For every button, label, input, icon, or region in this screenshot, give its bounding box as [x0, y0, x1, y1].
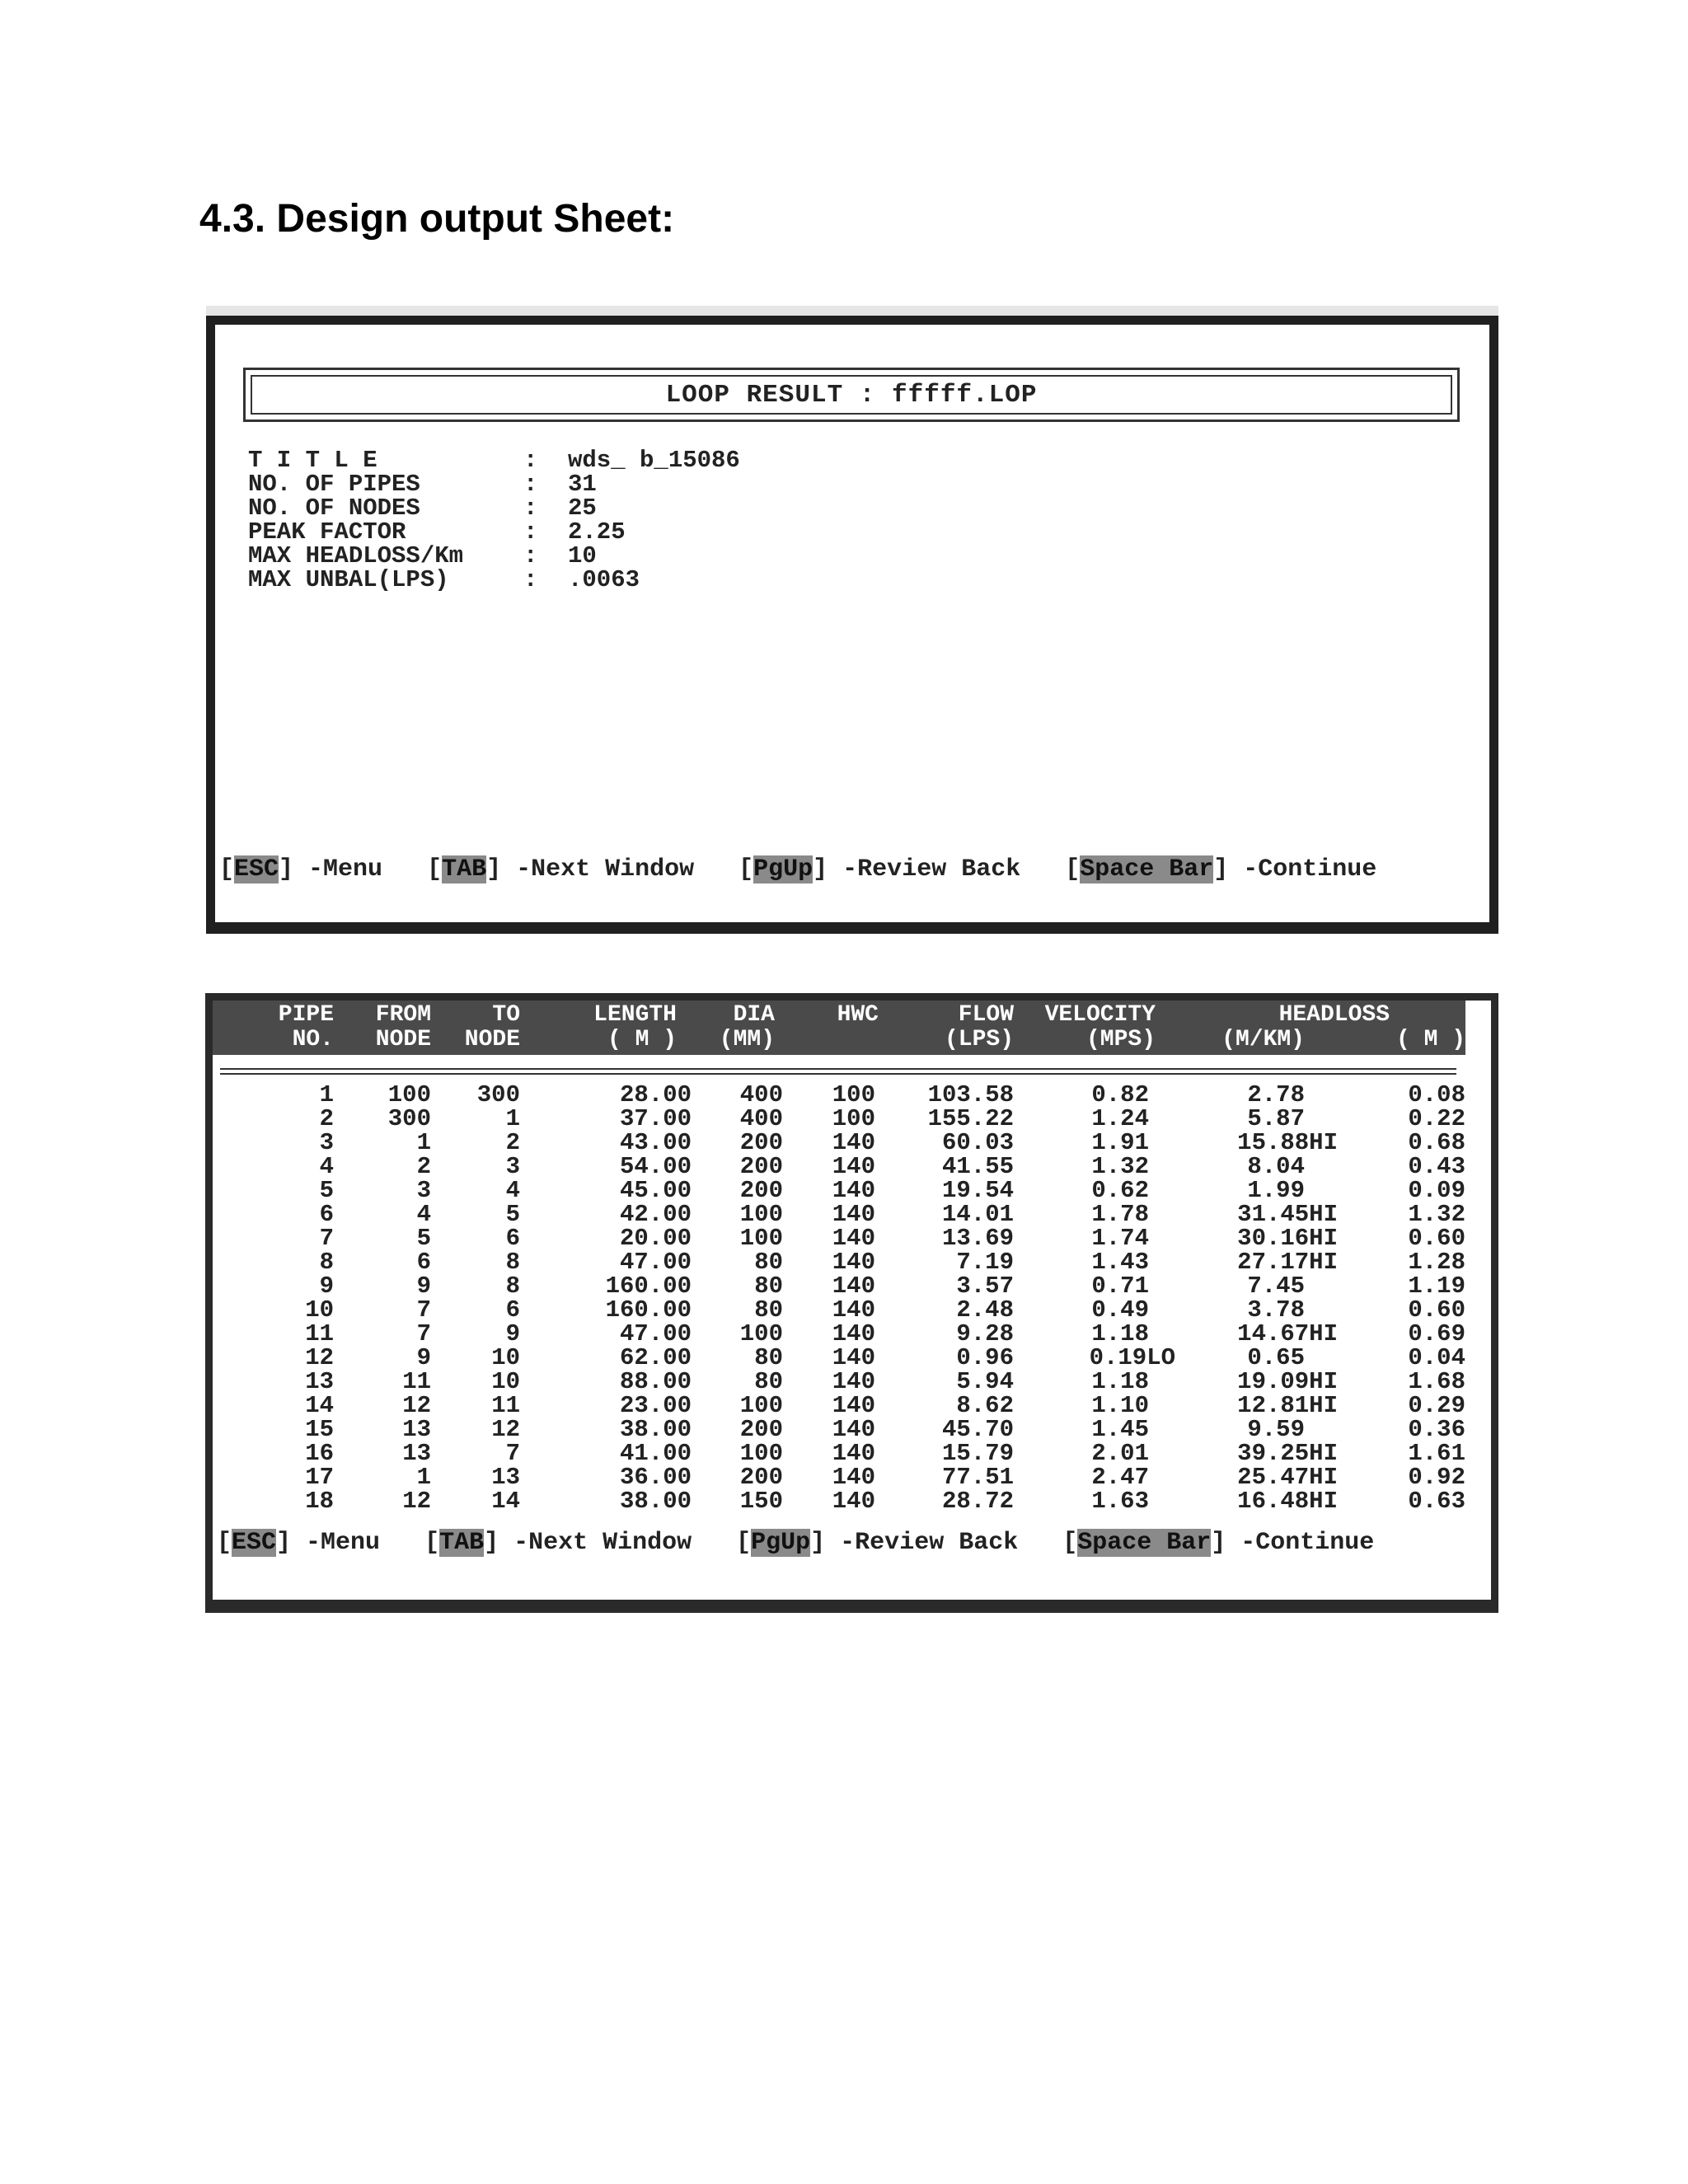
cell-length: 88.00: [619, 1368, 692, 1395]
info-separator: :: [523, 494, 538, 522]
cell-from-node: 4: [416, 1201, 431, 1228]
cell-length: 28.00: [619, 1081, 692, 1108]
cell-dia: 100: [739, 1225, 783, 1252]
esc-key[interactable]: ESC: [234, 855, 279, 883]
header-flow-bottom: (LPS): [944, 1027, 1014, 1052]
cell-flow: 0.96: [956, 1344, 1014, 1371]
space-bar-key[interactable]: Space Bar: [1080, 855, 1214, 883]
cell-to-node: 11: [491, 1392, 520, 1419]
header-divider-top: [220, 1068, 1456, 1070]
cell-velocity: 0.19LO: [1089, 1344, 1175, 1371]
info-separator: :: [523, 542, 538, 569]
info-label: PEAK FACTOR: [248, 518, 406, 546]
table-row: [213, 1250, 1482, 1274]
cell-pipe-no: 6: [319, 1201, 334, 1228]
header-headloss-m-bottom: ( M ): [1395, 1027, 1465, 1052]
cell-flow: 2.48: [956, 1296, 1014, 1324]
cell-hwc: 140: [832, 1296, 875, 1324]
table-row: [213, 1489, 1482, 1513]
cell-headloss-m: 0.43: [1408, 1153, 1465, 1180]
cell-headloss-per-km: 14.67HI: [1237, 1320, 1338, 1347]
table-row: [213, 1179, 1482, 1202]
table-body: [213, 1083, 1482, 1513]
cell-headloss-per-km: 19.09HI: [1237, 1368, 1338, 1395]
cell-velocity: 0.62: [1091, 1177, 1149, 1204]
info-label: T I T L E: [248, 447, 377, 474]
table-row: [213, 1418, 1482, 1441]
cell-from-node: 11: [402, 1368, 431, 1395]
cell-headloss-per-km: 8.04: [1247, 1153, 1305, 1180]
cell-flow: 3.57: [956, 1272, 1014, 1300]
cell-hwc: 140: [832, 1129, 875, 1156]
cell-dia: 100: [739, 1440, 783, 1467]
info-row: [248, 568, 740, 592]
cell-from-node: 1: [416, 1129, 431, 1156]
header-divider-bottom: [220, 1073, 1456, 1075]
header-to-node-top: TO: [492, 1002, 520, 1028]
cell-length: 160.00: [605, 1296, 692, 1324]
info-row: [248, 496, 740, 520]
space-continue-command[interactable]: [Space Bar] -Continue: [1065, 855, 1377, 883]
tab-next-window-command[interactable]: [TAB] -Next Window: [424, 1529, 692, 1557]
cell-flow: 8.62: [956, 1392, 1014, 1419]
cell-flow: 77.51: [941, 1464, 1014, 1491]
cell-headloss-per-km: 2.78: [1247, 1081, 1305, 1108]
cell-flow: 14.01: [941, 1201, 1014, 1228]
cell-from-node: 2: [416, 1153, 431, 1180]
cell-velocity: 1.91: [1091, 1129, 1149, 1156]
info-separator: :: [523, 471, 538, 498]
info-row: [248, 544, 740, 568]
table-row: [213, 1298, 1482, 1322]
footer-bar: [217, 1529, 1374, 1557]
cell-headloss-per-km: 30.16HI: [1237, 1225, 1338, 1252]
cell-to-node: 13: [491, 1464, 520, 1491]
cell-headloss-m: 0.09: [1408, 1177, 1465, 1204]
cell-velocity: 1.74: [1091, 1225, 1149, 1252]
tab-key[interactable]: TAB: [439, 1529, 485, 1557]
cell-length: 38.00: [619, 1416, 692, 1443]
header-flow-top: FLOW: [958, 1002, 1014, 1028]
cell-from-node: 12: [402, 1392, 431, 1419]
table-row: [213, 1322, 1482, 1346]
cell-hwc: 140: [832, 1177, 875, 1204]
cell-pipe-no: 7: [319, 1225, 334, 1252]
cell-dia: 200: [739, 1416, 783, 1443]
cell-headloss-m: 0.22: [1408, 1105, 1465, 1132]
cell-velocity: 2.47: [1091, 1464, 1149, 1491]
cell-dia: 100: [739, 1201, 783, 1228]
header-headloss-per-km-top: HEADLOSS: [1278, 1002, 1390, 1028]
cell-hwc: 140: [832, 1464, 875, 1491]
cell-flow: 28.72: [941, 1488, 1014, 1515]
cell-headloss-m: 1.32: [1408, 1201, 1465, 1228]
cell-flow: 60.03: [941, 1129, 1014, 1156]
cell-headloss-per-km: 5.87: [1247, 1105, 1305, 1132]
cell-to-node: 14: [491, 1488, 520, 1515]
cell-to-node: 2: [505, 1129, 520, 1156]
loop-result-screen: [206, 316, 1498, 934]
cell-length: 20.00: [619, 1225, 692, 1252]
footer-bar: [219, 855, 1376, 883]
info-value: 25: [568, 494, 597, 522]
info-value: 2.25: [568, 518, 626, 546]
cell-to-node: 8: [505, 1272, 520, 1300]
table-row: [213, 1346, 1482, 1370]
cell-headloss-m: 0.60: [1408, 1225, 1465, 1252]
cell-length: 47.00: [619, 1320, 692, 1347]
info-value: wds_ b_15086: [568, 447, 740, 474]
cell-to-node: 12: [491, 1416, 520, 1443]
cell-pipe-no: 14: [305, 1392, 334, 1419]
cell-headloss-per-km: 25.47HI: [1237, 1464, 1338, 1491]
cell-velocity: 1.24: [1091, 1105, 1149, 1132]
cell-velocity: 1.18: [1091, 1368, 1149, 1395]
cell-flow: 41.55: [941, 1153, 1014, 1180]
cell-flow: 13.69: [941, 1225, 1014, 1252]
cell-to-node: 10: [491, 1344, 520, 1371]
header-from-node-bottom: NODE: [375, 1027, 431, 1052]
cell-headloss-per-km: 39.25HI: [1237, 1440, 1338, 1467]
info-row: [248, 520, 740, 544]
cell-dia: 200: [739, 1153, 783, 1180]
cell-headloss-m: 1.28: [1408, 1249, 1465, 1276]
cell-headloss-m: 1.61: [1408, 1440, 1465, 1467]
cell-velocity: 1.10: [1091, 1392, 1149, 1419]
cell-from-node: 9: [416, 1272, 431, 1300]
cell-dia: 400: [739, 1081, 783, 1108]
cell-velocity: 0.49: [1091, 1296, 1149, 1324]
cell-from-node: 6: [416, 1249, 431, 1276]
info-value: .0063: [568, 566, 640, 593]
cell-hwc: 140: [832, 1201, 875, 1228]
pgup-key[interactable]: PgUp: [751, 1529, 811, 1557]
cell-velocity: 0.82: [1091, 1081, 1149, 1108]
cell-from-node: 1: [416, 1464, 431, 1491]
table-row: [213, 1107, 1482, 1131]
cell-dia: 80: [754, 1272, 783, 1300]
cell-flow: 9.28: [956, 1320, 1014, 1347]
cell-pipe-no: 15: [305, 1416, 334, 1443]
info-value: 31: [568, 471, 597, 498]
header-dia-bottom: (MM): [719, 1027, 775, 1052]
header-dia-top: DIA: [733, 1002, 775, 1028]
cell-headloss-per-km: 0.65: [1247, 1344, 1305, 1371]
cell-velocity: 0.71: [1091, 1272, 1149, 1300]
cell-pipe-no: 11: [305, 1320, 334, 1347]
header-length-top: LENGTH: [593, 1002, 677, 1028]
header-to-node-bottom: NODE: [464, 1027, 520, 1052]
cell-pipe-no: 3: [319, 1129, 334, 1156]
cell-hwc: 140: [832, 1440, 875, 1467]
cell-flow: 15.79: [941, 1440, 1014, 1467]
table-row: [213, 1394, 1482, 1418]
cell-velocity: 1.32: [1091, 1153, 1149, 1180]
cell-pipe-no: 8: [319, 1249, 334, 1276]
cell-headloss-m: 0.08: [1408, 1081, 1465, 1108]
cell-velocity: 1.43: [1091, 1249, 1149, 1276]
cell-from-node: 3: [416, 1177, 431, 1204]
window-top-strip: [206, 306, 1498, 316]
cell-flow: 5.94: [956, 1368, 1014, 1395]
cell-pipe-no: 18: [305, 1488, 334, 1515]
cell-dia: 80: [754, 1249, 783, 1276]
cell-velocity: 1.63: [1091, 1488, 1149, 1515]
table-row: [213, 1441, 1482, 1465]
header-velocity-top: VELOCITY: [1044, 1002, 1156, 1028]
cell-dia: 150: [739, 1488, 783, 1515]
cell-from-node: 100: [387, 1081, 431, 1108]
info-separator: :: [523, 518, 538, 546]
header-pipe-no-top: PIPE: [278, 1002, 334, 1028]
cell-headloss-m: 0.68: [1408, 1129, 1465, 1156]
cell-flow: 45.70: [941, 1416, 1014, 1443]
cell-pipe-no: 12: [305, 1344, 334, 1371]
cell-pipe-no: 5: [319, 1177, 334, 1204]
cell-dia: 200: [739, 1129, 783, 1156]
cell-headloss-per-km: 16.48HI: [1237, 1488, 1338, 1515]
cell-from-node: 7: [416, 1320, 431, 1347]
header-length-bottom: ( M ): [607, 1027, 677, 1052]
cell-velocity: 1.78: [1091, 1201, 1149, 1228]
info-separator: :: [523, 566, 538, 593]
esc-menu-command[interactable]: [ESC] -Menu: [217, 1529, 381, 1557]
header-from-node-top: FROM: [375, 1002, 431, 1028]
cell-hwc: 140: [832, 1225, 875, 1252]
cell-headloss-m: 0.92: [1408, 1464, 1465, 1491]
cell-hwc: 140: [832, 1392, 875, 1419]
cell-dia: 100: [739, 1320, 783, 1347]
cell-flow: 155.22: [927, 1105, 1014, 1132]
cell-pipe-no: 10: [305, 1296, 334, 1324]
cell-hwc: 140: [832, 1368, 875, 1395]
cell-to-node: 5: [505, 1201, 520, 1228]
cell-to-node: 6: [505, 1225, 520, 1252]
cell-to-node: 300: [476, 1081, 520, 1108]
cell-headloss-m: 0.69: [1408, 1320, 1465, 1347]
cell-headloss-per-km: 3.78: [1247, 1296, 1305, 1324]
pgup-review-back-command[interactable]: [PgUp] -Review Back: [738, 855, 1021, 883]
cell-hwc: 140: [832, 1249, 875, 1276]
cell-hwc: 100: [832, 1105, 875, 1132]
cell-from-node: 5: [416, 1225, 431, 1252]
info-label: NO. OF PIPES: [248, 471, 420, 498]
cell-to-node: 10: [491, 1368, 520, 1395]
cell-headloss-per-km: 12.81HI: [1237, 1392, 1338, 1419]
table-header: [213, 1001, 1465, 1055]
space-bar-key[interactable]: Space Bar: [1077, 1529, 1212, 1557]
loop-result-title: LOOP RESULT : fffff.LOP: [251, 375, 1452, 415]
pgup-key[interactable]: PgUp: [753, 855, 814, 883]
cell-velocity: 2.01: [1091, 1440, 1149, 1467]
info-label: NO. OF NODES: [248, 494, 420, 522]
cell-hwc: 100: [832, 1081, 875, 1108]
table-row: [213, 1465, 1482, 1489]
header-headloss-per-km-bottom: (M/KM): [1221, 1027, 1305, 1052]
info-row: [248, 448, 740, 472]
esc-menu-command[interactable]: [ESC] -Menu: [219, 855, 383, 883]
cell-flow: 103.58: [927, 1081, 1014, 1108]
header-pipe-no-bottom: NO.: [292, 1027, 334, 1052]
cell-length: 42.00: [619, 1201, 692, 1228]
cell-from-node: 12: [402, 1488, 431, 1515]
cell-headloss-m: 1.19: [1408, 1272, 1465, 1300]
cell-dia: 100: [739, 1392, 783, 1419]
cell-to-node: 9: [505, 1320, 520, 1347]
cell-length: 62.00: [619, 1344, 692, 1371]
cell-flow: 19.54: [941, 1177, 1014, 1204]
tab-key[interactable]: TAB: [442, 855, 487, 883]
cell-velocity: 1.45: [1091, 1416, 1149, 1443]
info-value: 10: [568, 542, 597, 569]
cell-pipe-no: 2: [319, 1105, 334, 1132]
cell-headloss-m: 0.63: [1408, 1488, 1465, 1515]
cell-length: 45.00: [619, 1177, 692, 1204]
table-row: [213, 1131, 1482, 1155]
cell-to-node: 1: [505, 1105, 520, 1132]
cell-headloss-m: 0.60: [1408, 1296, 1465, 1324]
cell-headloss-m: 0.04: [1408, 1344, 1465, 1371]
cell-from-node: 9: [416, 1344, 431, 1371]
cell-headloss-per-km: 31.45HI: [1237, 1201, 1338, 1228]
cell-pipe-no: 1: [319, 1081, 334, 1108]
cell-pipe-no: 17: [305, 1464, 334, 1491]
cell-headloss-per-km: 27.17HI: [1237, 1249, 1338, 1276]
cell-pipe-no: 4: [319, 1153, 334, 1180]
table-row: [213, 1370, 1482, 1394]
cell-pipe-no: 13: [305, 1368, 334, 1395]
space-continue-command[interactable]: [Space Bar] -Continue: [1062, 1529, 1375, 1557]
table-row: [213, 1155, 1482, 1179]
info-label: MAX HEADLOSS/Km: [248, 542, 464, 569]
cell-length: 37.00: [619, 1105, 692, 1132]
header-hwc-top: HWC: [837, 1002, 879, 1028]
cell-dia: 80: [754, 1296, 783, 1324]
cell-headloss-per-km: 1.99: [1247, 1177, 1305, 1204]
cell-hwc: 140: [832, 1416, 875, 1443]
cell-length: 47.00: [619, 1249, 692, 1276]
cell-hwc: 140: [832, 1272, 875, 1300]
pgup-review-back-command[interactable]: [PgUp] -Review Back: [736, 1529, 1019, 1557]
cell-headloss-m: 1.68: [1408, 1368, 1465, 1395]
cell-length: 41.00: [619, 1440, 692, 1467]
cell-headloss-m: 0.36: [1408, 1416, 1465, 1443]
info-block: [248, 448, 740, 592]
title-box: [243, 368, 1460, 422]
table-row: [213, 1202, 1482, 1226]
cell-length: 38.00: [619, 1488, 692, 1515]
cell-pipe-no: 9: [319, 1272, 334, 1300]
pipe-results-screen: [205, 993, 1498, 1613]
cell-length: 54.00: [619, 1153, 692, 1180]
cell-hwc: 140: [832, 1344, 875, 1371]
info-row: [248, 472, 740, 496]
cell-length: 23.00: [619, 1392, 692, 1419]
section-heading: 4.3. Design output Sheet:: [199, 197, 675, 241]
esc-key[interactable]: ESC: [232, 1529, 277, 1557]
header-velocity-bottom: (MPS): [1085, 1027, 1156, 1052]
cell-length: 160.00: [605, 1272, 692, 1300]
cell-to-node: 8: [505, 1249, 520, 1276]
cell-to-node: 7: [505, 1440, 520, 1467]
cell-headloss-m: 0.29: [1408, 1392, 1465, 1419]
cell-from-node: 13: [402, 1440, 431, 1467]
cell-dia: 80: [754, 1368, 783, 1395]
cell-velocity: 1.18: [1091, 1320, 1149, 1347]
cell-to-node: 4: [505, 1177, 520, 1204]
table-row: [213, 1226, 1482, 1250]
cell-headloss-per-km: 15.88HI: [1237, 1129, 1338, 1156]
cell-hwc: 140: [832, 1320, 875, 1347]
cell-length: 36.00: [619, 1464, 692, 1491]
cell-to-node: 3: [505, 1153, 520, 1180]
info-label: MAX UNBAL(LPS): [248, 566, 449, 593]
cell-from-node: 13: [402, 1416, 431, 1443]
cell-dia: 400: [739, 1105, 783, 1132]
cell-pipe-no: 16: [305, 1440, 334, 1467]
tab-next-window-command[interactable]: [TAB] -Next Window: [427, 855, 695, 883]
cell-dia: 200: [739, 1177, 783, 1204]
cell-hwc: 140: [832, 1153, 875, 1180]
cell-dia: 80: [754, 1344, 783, 1371]
cell-from-node: 7: [416, 1296, 431, 1324]
cell-headloss-per-km: 9.59: [1247, 1416, 1305, 1443]
cell-to-node: 6: [505, 1296, 520, 1324]
cell-length: 43.00: [619, 1129, 692, 1156]
table-row: [213, 1274, 1482, 1298]
cell-from-node: 300: [387, 1105, 431, 1132]
cell-dia: 200: [739, 1464, 783, 1491]
table-row: [213, 1083, 1482, 1107]
cell-hwc: 140: [832, 1488, 875, 1515]
cell-headloss-per-km: 7.45: [1247, 1272, 1305, 1300]
cell-flow: 7.19: [956, 1249, 1014, 1276]
info-separator: :: [523, 447, 538, 474]
